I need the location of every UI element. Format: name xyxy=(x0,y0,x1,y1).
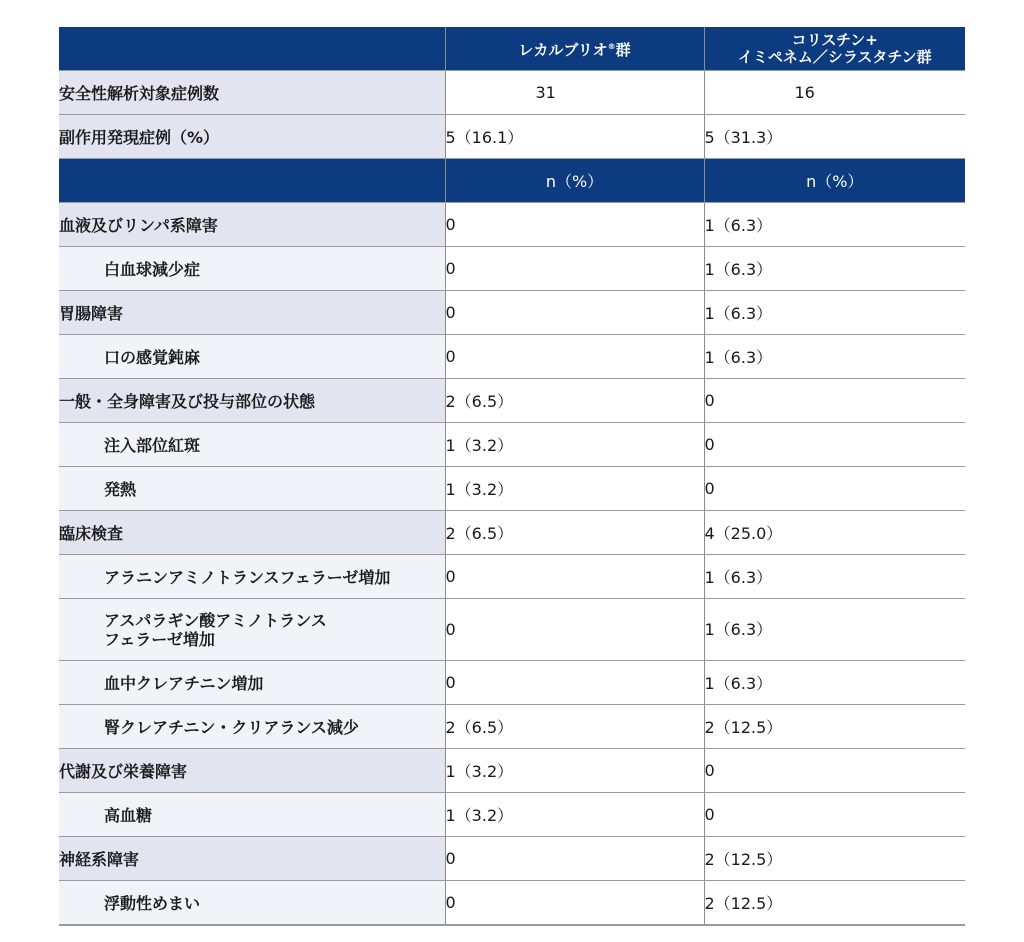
comparator-value: 0 xyxy=(704,793,965,837)
recarbrio-value: 1（3.2） xyxy=(445,793,704,837)
row-label: 代謝及び栄養障害 xyxy=(59,749,445,793)
comparator-value: 2（12.5） xyxy=(704,705,965,749)
registered-mark: ® xyxy=(607,42,616,51)
recarbrio-value: 1（3.2） xyxy=(445,423,704,467)
comparator-value: 0 xyxy=(704,379,965,423)
comparator-value: 0 xyxy=(704,467,965,511)
recarbrio-value: 31 xyxy=(445,71,704,115)
row-label: 血液及びリンパ系障害 xyxy=(59,203,445,247)
table-row xyxy=(59,881,965,926)
comparator-value: 1（6.3） xyxy=(704,335,965,379)
table-row xyxy=(59,555,965,599)
table-row xyxy=(59,335,965,379)
subheader-unit-b: n（%） xyxy=(704,159,965,203)
recarbrio-value: 1（3.2） xyxy=(445,467,704,511)
row-label-line2: フェラーゼ増加 xyxy=(104,629,215,649)
comparator-value: 0 xyxy=(704,423,965,467)
table-row xyxy=(59,379,965,423)
header-col3-line1: コリスチン+ xyxy=(791,30,878,49)
row-label: 神経系障害 xyxy=(59,837,445,881)
row-label xyxy=(59,599,445,661)
table-row xyxy=(59,705,965,749)
header-col3-line2: イミペネム／シラスタチン群 xyxy=(737,47,932,66)
comparator-value: 0 xyxy=(704,749,965,793)
comparator-value: 16 xyxy=(704,71,965,115)
table-row xyxy=(59,203,965,247)
table-row xyxy=(59,291,965,335)
row-label: 一般・全身障害及び投与部位の状態 xyxy=(59,379,445,423)
recarbrio-value: 0 xyxy=(445,881,704,926)
comparator-value: 1（6.3） xyxy=(704,661,965,705)
unit-subheader-row xyxy=(59,159,965,203)
recarbrio-value: 0 xyxy=(445,247,704,291)
recarbrio-value: 5（16.1） xyxy=(445,115,704,159)
row-label: 浮動性めまい xyxy=(59,881,445,926)
row-label: 口の感覚鈍麻 xyxy=(59,335,445,379)
table-row xyxy=(59,511,965,555)
header-recarbrio-group xyxy=(445,27,704,71)
comparator-value: 1（6.3） xyxy=(704,555,965,599)
table-row xyxy=(59,749,965,793)
comparator-value: 5（31.3） xyxy=(704,115,965,159)
header-colistin-imipenem-group xyxy=(704,27,965,71)
row-label: 腎クレアチニン・クリアランス減少 xyxy=(59,705,445,749)
comparator-value: 4（25.0） xyxy=(704,511,965,555)
recarbrio-value: 0 xyxy=(445,599,704,661)
row-label: 血中クレアチニン増加 xyxy=(59,661,445,705)
row-label: 安全性解析対象症例数 xyxy=(59,71,445,115)
row-label: 臨床検査 xyxy=(59,511,445,555)
table-row xyxy=(59,71,965,115)
recarbrio-value: 0 xyxy=(445,203,704,247)
recarbrio-value: 2（6.5） xyxy=(445,379,704,423)
row-label: アラニンアミノトランスフェラーゼ増加 xyxy=(59,555,445,599)
comparator-value: 2（12.5） xyxy=(704,881,965,926)
comparator-value: 1（6.3） xyxy=(704,291,965,335)
comparator-value: 1（6.3） xyxy=(704,247,965,291)
row-label-line1: アスパラギン酸アミノトランス xyxy=(104,610,327,630)
comparator-value: 1（6.3） xyxy=(704,599,965,661)
table-row xyxy=(59,837,965,881)
row-label: 胃腸障害 xyxy=(59,291,445,335)
header-recarbrio-name: レカルブリオ xyxy=(518,41,608,59)
recarbrio-value: 2（6.5） xyxy=(445,511,704,555)
comparator-value: 2（12.5） xyxy=(704,837,965,881)
recarbrio-value: 0 xyxy=(445,837,704,881)
table-row xyxy=(59,661,965,705)
row-label: 発熱 xyxy=(59,467,445,511)
header-recarbrio-suffix: 群 xyxy=(615,41,631,59)
recarbrio-value: 1（3.2） xyxy=(445,749,704,793)
header-blank-cell xyxy=(59,27,445,71)
row-label: 白血球減少症 xyxy=(59,247,445,291)
table-row xyxy=(59,247,965,291)
table-row xyxy=(59,467,965,511)
subheader-blank-cell xyxy=(59,159,445,203)
table-row xyxy=(59,599,965,661)
row-label: 副作用発現症例（%） xyxy=(59,115,445,159)
comparator-value: 1（6.3） xyxy=(704,203,965,247)
row-label: 高血糖 xyxy=(59,793,445,837)
adverse-reactions-table xyxy=(59,27,965,926)
table-row xyxy=(59,423,965,467)
recarbrio-value: 2（6.5） xyxy=(445,705,704,749)
recarbrio-value: 0 xyxy=(445,291,704,335)
recarbrio-value: 0 xyxy=(445,335,704,379)
table-header-row xyxy=(59,27,965,71)
recarbrio-value: 0 xyxy=(445,555,704,599)
table-row xyxy=(59,793,965,837)
recarbrio-value: 0 xyxy=(445,661,704,705)
table-row xyxy=(59,115,965,159)
subheader-unit-a: n（%） xyxy=(445,159,704,203)
row-label: 注入部位紅斑 xyxy=(59,423,445,467)
